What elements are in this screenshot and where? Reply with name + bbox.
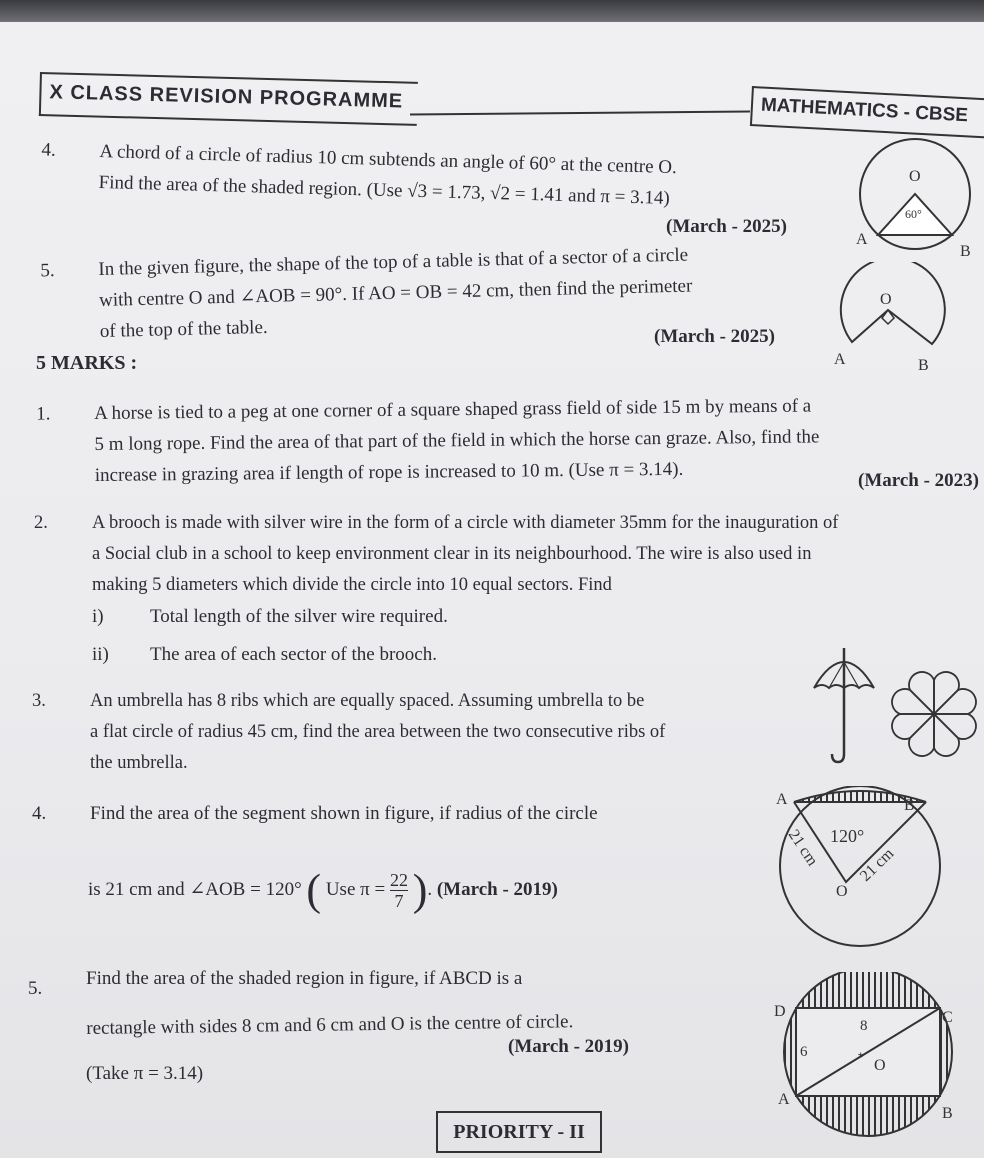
question-line: An umbrella has 8 ribs which are equally spaced. Assuming umbrella to be [90,691,645,711]
question-5-top-source: (March - 2025) [654,326,776,347]
label-o: O [874,1057,886,1074]
figure-rectangle-in-circle [770,972,970,1158]
class-revision-title: X CLASS REVISION PROGRAMME [39,72,418,126]
label-b: B [960,243,971,260]
question-line: with centre O and ∠AOB = 90°. If AO = OB = 42 cm, then find the perimeter [98,275,693,311]
fraction-22-7 [390,870,408,911]
petal [934,714,959,756]
question-line: is 21 cm and ∠AOB = 120° [88,879,302,900]
question-line: a Social club in a school to keep environment clear in its neighbourhood. The wire is also used in [92,544,812,564]
label-b: B [918,357,929,374]
label-a: A [776,791,788,808]
label-a: A [778,1091,790,1108]
label-b: B [904,797,915,814]
label-a: A [834,351,846,368]
question-line: rectangle with sides 8 cm and 6 cm and O is the centre of circle. [86,1011,574,1039]
figure-segment-120 [764,786,964,952]
subpart-ii [92,644,437,666]
petal [909,672,934,714]
question-line: (Take π = 3.14) [86,1063,204,1084]
subpart-roman: ii) [92,644,109,665]
five-mark-question-4 [32,798,598,829]
five-mark-question-2 [34,508,839,601]
figure-circle-chord-60 [850,136,980,266]
fraction-denominator: 7 [390,890,408,911]
question-line: A horse is tied to a peg at one corner of a square shaped grass field of side 15 m by means of a [94,395,812,424]
label-d: D [774,1003,786,1020]
label-o: O [909,168,921,185]
label-angle-60: 60° [905,207,922,221]
question-line: of the top of the table. [99,316,268,342]
question-line: making 5 diameters which divide the circle into 10 equal sectors. Find [92,575,612,595]
figure-umbrella [800,642,980,768]
umbrella-handle [832,754,844,762]
question-line: In the given figure, the shape of the top of a table is that of a sector of a circle [98,244,689,280]
five-mark-question-3 [32,686,666,779]
question-number: 2. [34,513,48,533]
circle-outline [780,786,940,946]
five-mark-question-4-line2: is 21 cm and ∠AOB = 120° ( Use π = $\frac{22}{7}$ ). (March - 2019) [88,865,558,915]
label-radius-oa: 21 cm [784,826,821,870]
figure-table-sector [822,262,952,380]
label-o: O [880,291,892,308]
question-line: 5 m long rope. Find the area of that part of the field in which the horse can graze. Also, find the [94,426,820,455]
label-side-8: 8 [860,1018,868,1034]
question-line: A chord of a circle of radius 10 cm subtends an angle of 60° at the centre O. [99,140,678,179]
flower-eight-sectors [892,672,976,756]
label-angle-120: 120° [830,826,865,846]
question-line: Find the area of the shaded region. (Use √3 = 1.73, √2 = 1.41 and π = 3.14) [98,171,671,209]
question-number: 1. [36,403,51,425]
question-number: 4. [41,139,57,161]
question-line: the umbrella. [90,753,188,773]
subject-title: MATHEMATICS - CBSE [750,86,984,139]
fraction-numerator: 22 [389,870,408,891]
label-a: A [856,231,868,248]
petal [892,714,934,739]
label-radius-ob: 21 cm [856,845,898,885]
question-line: Find the area of the segment shown in figure, if radius of the circle [90,803,598,824]
question-number: 5. [40,260,55,282]
five-mark-question-4-source: (March - 2019) [436,879,558,900]
five-mark-question-1 [36,390,820,491]
centre-mark: * [858,1049,864,1065]
petal [934,689,976,714]
question-number: 4. [32,803,47,824]
five-marks-heading: 5 MARKS : [36,352,138,374]
question-number: 3. [32,691,46,711]
label-c: C [942,1009,953,1026]
five-mark-question-5-source: (March - 2019) [508,1036,630,1057]
right-paren: ) [412,865,428,915]
subpart-text: Total length of the silver wire required. [150,606,448,627]
use-pi-text: Use π = [325,879,386,900]
subpart-i [92,606,448,628]
label-side-6: 6 [800,1044,808,1060]
label-o: O [836,883,848,900]
priority-label: PRIORITY - II [436,1111,602,1153]
question-5-top [40,240,693,347]
five-mark-question-5 [28,954,574,1094]
five-mark-question-1-source: (March - 2023) [858,470,980,491]
question-4-top-source: (March - 2025) [666,216,788,237]
left-paren: ( [306,865,322,915]
sector-outline [841,262,945,344]
question-number: 5. [28,978,43,999]
question-line: Find the area of the shaded region in figure, if ABCD is a [86,968,523,989]
label-b: B [942,1105,953,1122]
question-line: A brooch is made with silver wire in the form of a circle with diameter 35mm for the inauguration of [92,513,839,533]
question-line: a flat circle of radius 45 cm, find the area between the two consecutive ribs of [90,722,666,742]
question-line: increase in grazing area if length of rope is increased to 10 m. (Use π = 3.14). [94,458,684,486]
subpart-roman: i) [92,606,104,627]
subpart-text: The area of each sector of the brooch. [150,644,437,665]
